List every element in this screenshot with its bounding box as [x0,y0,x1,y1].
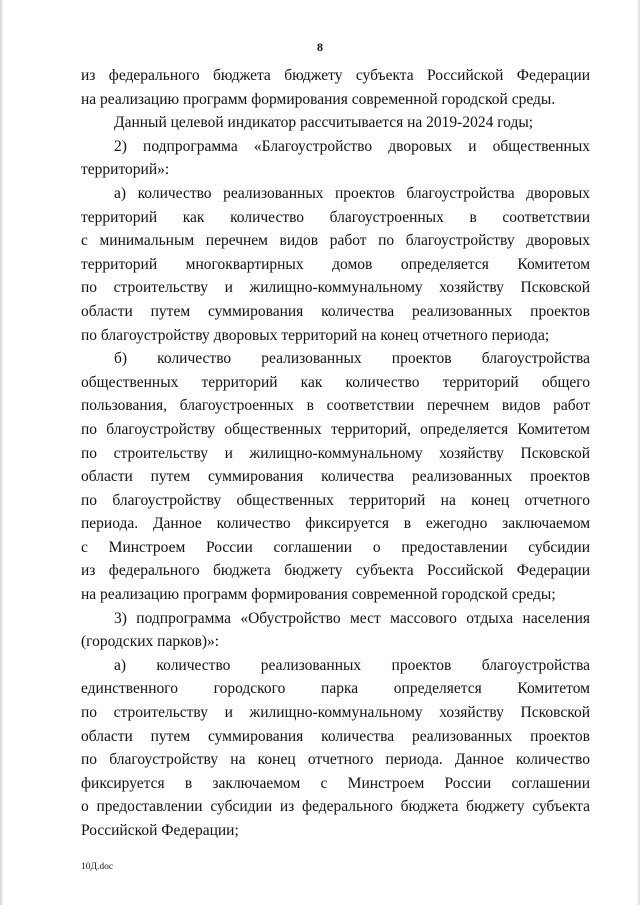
text-line: 3) подпрограмма «Обустройство мест массового отдыха населения [114,609,590,627]
paragraph [81,607,590,654]
text-line: территорий многоквартирных домов определяется Комитетом [81,255,590,273]
text-line: из федерального бюджета бюджету субъекта Российской Федерации [81,562,590,580]
paragraph [81,64,590,111]
text-line: а) количество реализованных проектов благоустройства [114,656,590,674]
text-line: а) количество реализованных проектов благоустройства дворовых [114,184,590,202]
document-body [81,64,590,843]
paragraph [81,135,590,182]
text-line: по благоустройству общественных территорий на конец отчетного [81,491,590,509]
text-line: 2) подпрограмма «Благоустройство дворовых и общественных [114,137,590,155]
page-number: 8 [317,40,323,54]
text-line: Российской Федерации; [81,822,239,839]
text-line: (городских парков)»: [81,633,220,651]
text-line: б) количество реализованных проектов благоустройства [114,350,590,368]
text-line: области путем суммирования количества реализованных проектов [81,302,590,320]
text-line: общественных территорий как количество территорий общего [81,373,590,391]
text-line: по благоустройству общественных территорий, определяется Комитетом [81,420,590,438]
paragraph [81,182,590,347]
text-line: о предоставлении субсидии из федерального бюджета бюджету субъекта [81,798,590,816]
text-line: по благоустройству на конец отчетного периода. Данное количество [81,751,590,769]
text-line: с минимальным перечнем видов работ по благоустройству дворовых [81,232,590,250]
text-line: области путем суммирования количества реализованных проектов [81,468,590,486]
text-line: по строительству и жилищно-коммунальному хозяйству Псковской [81,279,590,297]
text-line: на реализацию программ формирования современной городской среды. [81,90,556,108]
text-line: территорий как количество благоустроенных в соответствии [81,208,590,226]
text-line: периода. Данное количество фиксируется в ежегодно заключаемом [81,515,590,533]
text-line: единственного городского парка определяется Комитетом [81,680,590,698]
text-line: по благоустройству дворовых территорий на конец отчетного периода; [81,326,550,344]
text-line: территорий»: [81,161,170,179]
scan-edge-left [0,0,3,905]
text-line: по строительству и жилищно-коммунальному хозяйству Псковской [81,444,590,462]
text-line: пользования, благоустроенных в соответствии перечнем видов работ [81,397,590,415]
text-line: фиксируется в заключаемом с Минстроем России соглашении [81,774,590,792]
text-line: с Минстроем России соглашении о предоставлении субсидии [81,538,590,556]
paragraph [81,654,590,843]
text-line: Данный целевой индикатор рассчитывается на 2019-2024 годы; [114,114,534,132]
text-line: области путем суммирования количества реализованных проектов [81,727,590,745]
footer-filename: 10Д.doc [81,862,114,872]
paragraph [81,111,590,135]
text-line: из федерального бюджета бюджету субъекта Российской Федерации [81,67,590,84]
paragraph [81,347,590,607]
text-line: по строительству и жилищно-коммунальному хозяйству Псковской [81,704,590,722]
text-line: на реализацию программ формирования современной городской среды; [81,586,556,604]
